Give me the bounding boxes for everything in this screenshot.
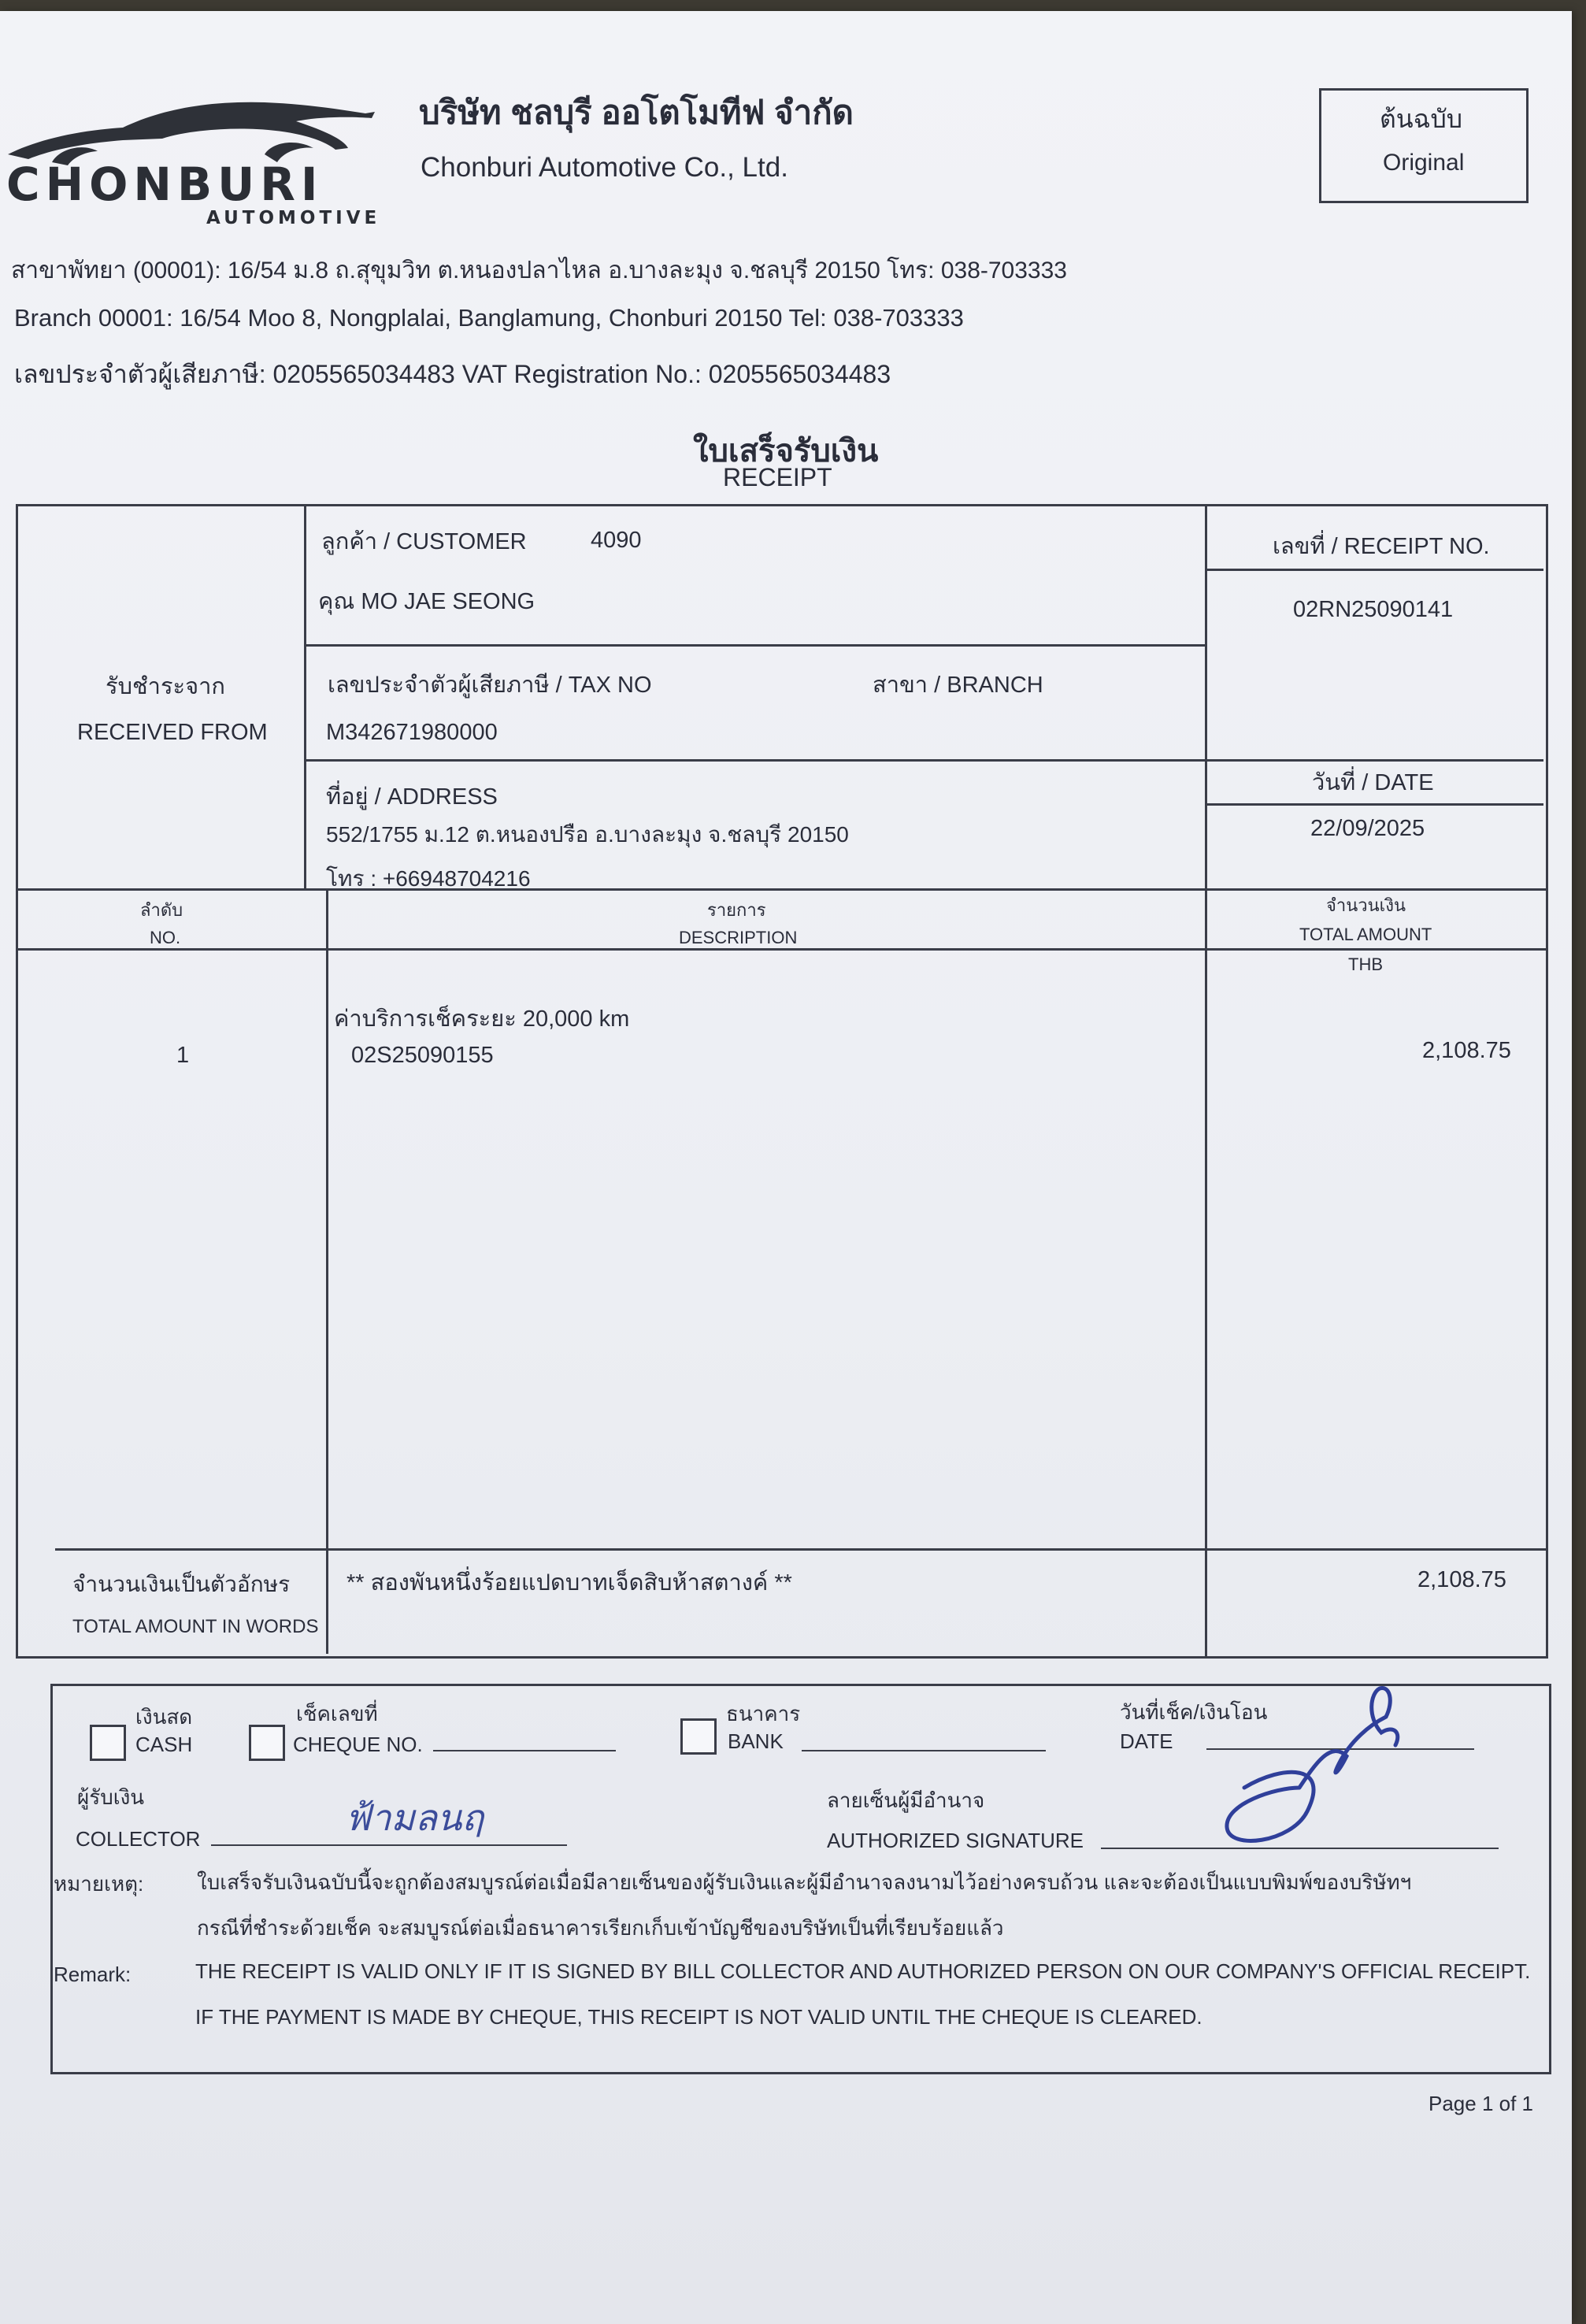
item-amount: 2,108.75 (1422, 1038, 1511, 1063)
remark-th-line2: กรณีที่ชำระด้วยเช็ค จะสมบูรณ์ต่อเมื่อธนาคารเรียกเก็บเข้าบัญชีของบริษัทเป็นที่เรียบร้อยแล้ว (197, 1916, 1004, 1940)
bank-checkbox[interactable] (680, 1718, 717, 1755)
original-label-en: Original (1383, 150, 1465, 176)
doc-title-en: RECEIPT (723, 463, 832, 491)
remark-th-line1: ใบเสร็จรับเงินฉบับนี้จะถูกต้องสมบูรณ์ต่อเมื่อมีลายเซ็นของผู้รับเงินและผู้มีอำนาจลงนามไว้อย่างครบถ้วน และจะต้องเป็นแบบพิมพ์ของบริษัทฯ (197, 1870, 1412, 1894)
col-desc-th: รายการ (707, 900, 766, 920)
divider (16, 888, 1546, 891)
original-label-th: ต้นฉบับ (1380, 105, 1463, 133)
cheque-label-th: เช็คเลขที่ (296, 1702, 378, 1725)
receipt-no-value: 02RN25090141 (1293, 597, 1454, 622)
transfer-date-label-en: DATE (1120, 1729, 1173, 1753)
receipt-table (16, 504, 1548, 1659)
collector-signature: ฟ้ามลนฤ (345, 1796, 484, 1839)
cash-checkbox[interactable] (90, 1725, 126, 1761)
total-words-label-th: จำนวนเงินเป็นตัวอักษร (72, 1572, 291, 1596)
divider (326, 888, 328, 1654)
customer-tax-no: M342671980000 (326, 720, 498, 745)
collector-label-en: COLLECTOR (76, 1827, 201, 1851)
remark-label-en: Remark: (54, 1963, 132, 1986)
received-from-th: รับชำระจาก (106, 674, 225, 699)
remark-en-line2: IF THE PAYMENT IS MADE BY CHEQUE, THIS RECEIPT IS NOT VALID UNTIL THE CHEQUE IS CLEARED. (195, 2005, 1202, 2029)
customer-code: 4090 (591, 528, 642, 553)
remark-label-th: หมายเหตุ: (54, 1872, 144, 1896)
bank-line[interactable] (802, 1750, 1046, 1751)
col-desc-en: DESCRIPTION (679, 928, 798, 947)
company-name-en: Chonburi Automotive Co., Ltd. (421, 152, 788, 183)
received-from-en: RECEIVED FROM (77, 720, 268, 745)
doc-title-th: ใบเสร็จรับเงิน (693, 434, 879, 469)
page-number: Page 1 of 1 (1429, 2092, 1533, 2115)
cash-label-th: เงินสด (135, 1705, 193, 1729)
divider (1205, 803, 1543, 806)
divider (304, 759, 1543, 762)
item-no: 1 (176, 1043, 190, 1068)
authorized-label-th: ลายเซ็นผู้มีอำนาจ (827, 1788, 985, 1812)
divider (1205, 504, 1207, 1656)
branch-label: สาขา / BRANCH (873, 673, 1043, 698)
divider (1205, 569, 1543, 571)
receipt-no-label: เลขที่ / RECEIPT NO. (1273, 534, 1490, 559)
transfer-date-label-th: วันที่เช็ค/เงินโอน (1120, 1700, 1268, 1724)
cheque-label-en: CHEQUE NO. (293, 1733, 423, 1756)
customer-name: คุณ MO JAE SEONG (318, 589, 535, 614)
currency-label: THB (1348, 954, 1383, 974)
logo-subtitle: AUTOMOTIVE (206, 208, 381, 228)
col-no-en: NO. (150, 928, 181, 947)
authorized-signature-icon (1213, 1670, 1417, 1859)
col-amount-en: TOTAL AMOUNT (1299, 925, 1432, 944)
remark-en-line1: THE RECEIPT IS VALID ONLY IF IT IS SIGNED BY BILL COLLECTOR AND AUTHORIZED PERSON ON OUR COMPANY'S OFFICIAL RECEIPT. (195, 1959, 1531, 1983)
bank-label-en: BANK (728, 1729, 784, 1753)
date-label: วันที่ / DATE (1312, 770, 1434, 795)
tax-no-label: เลขประจำตัวผู้เสียภาษี / TAX NO (328, 673, 652, 698)
divider (16, 948, 1546, 951)
item-reference: 02S25090155 (351, 1043, 494, 1068)
col-no-th: ลำดับ (140, 900, 183, 920)
tax-id-line: เลขประจำตัวผู้เสียภาษี: 0205565034483 VAT Registration No.: 0205565034483 (14, 360, 891, 388)
date-value: 22/09/2025 (1310, 816, 1425, 841)
divider (304, 644, 1206, 647)
logo-wordmark: CHONBURI (6, 158, 324, 211)
collector-label-th: ผู้รับเงิน (77, 1785, 145, 1809)
customer-phone: โทร : +66948704216 (326, 866, 531, 891)
address-label: ที่อยู่ / ADDRESS (326, 784, 498, 810)
total-amount: 2,108.75 (1417, 1567, 1506, 1592)
cash-label-en: CASH (135, 1733, 193, 1756)
total-words-text: ** สองพันหนึ่งร้อยแปดบาทเจ็ดสิบห้าสตางค์ ** (346, 1570, 792, 1596)
branch-address-en: Branch 00001: 16/54 Moo 8, Nongplalai, Banglamung, Chonburi 20150 Tel: 038-703333 (14, 304, 964, 332)
divider (304, 504, 306, 890)
bank-label-th: ธนาคาร (726, 1702, 801, 1725)
customer-label: ลูกค้า / CUSTOMER (321, 529, 527, 554)
company-name-th: บริษัท ชลบุรี ออโตโมทีฟ จำกัด (419, 94, 854, 131)
cheque-checkbox[interactable] (249, 1725, 285, 1761)
customer-address: 552/1755 ม.12 ต.หนองปรือ อ.บางละมุง จ.ชลบุรี 20150 (326, 822, 849, 847)
col-amount-th: จำนวนเงิน (1326, 895, 1406, 915)
branch-address-th: สาขาพัทยา (00001): 16/54 ม.8 ถ.สุขุมวิท ต.หนองปลาไหล อ.บางละมุง จ.ชลบุรี 20150 โทร: 038-703333 (11, 258, 1067, 284)
divider (55, 1548, 1546, 1551)
total-words-label-en: TOTAL AMOUNT IN WORDS (72, 1616, 319, 1637)
item-description: ค่าบริการเช็คระยะ 20,000 km (334, 1006, 630, 1032)
authorized-label-en: AUTHORIZED SIGNATURE (827, 1829, 1084, 1852)
cheque-no-line[interactable] (433, 1750, 616, 1751)
